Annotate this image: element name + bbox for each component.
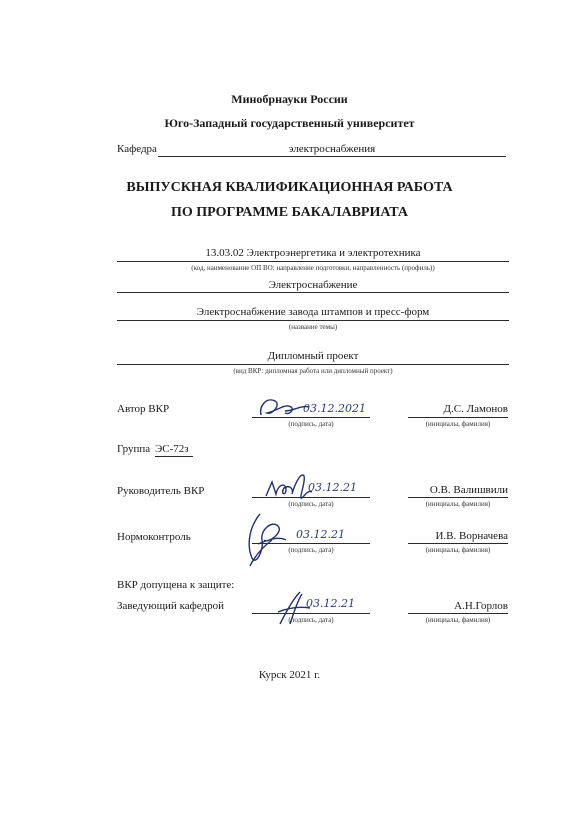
- supervisor-label: Руководитель ВКР: [117, 485, 205, 497]
- head-name-caption: (инициалы, фамилия): [425, 616, 491, 624]
- topic-underline: [117, 320, 509, 321]
- admission-text: ВКР допущена к защите:: [117, 579, 235, 591]
- topic-value: Электроснабжение завода штампов и пресс-форм: [196, 306, 430, 318]
- program-caption: (код, наименование ОП ВО: направление подготовки, направленность (профиль)): [191, 264, 435, 272]
- document-title-line2: ПО ПРОГРАММЕ БАКАЛАВРИАТА: [171, 205, 408, 220]
- supervisor-name: О.В. Валишвили: [429, 484, 508, 496]
- head-name-line: [408, 613, 508, 614]
- department-value: электроснабжения: [288, 143, 376, 155]
- normcontrol-name: И.В. Ворначева: [435, 530, 508, 542]
- supervisor-sign-caption: (подпись, дата): [288, 500, 334, 508]
- author-name-caption: (инициалы, фамилия): [425, 420, 491, 428]
- author-name-line: [408, 417, 508, 418]
- normcontrol-sign-date: 03.12.21: [296, 528, 345, 541]
- group-label: Группа: [117, 443, 151, 455]
- normcontrol-name-caption: (инициалы, фамилия): [425, 546, 491, 554]
- group-underline: [155, 456, 193, 457]
- program-underline: [117, 261, 509, 262]
- author-sign-date: 03.12.2021: [303, 402, 366, 415]
- program-value: 13.03.02 Электроэнергетика и электротехника: [205, 247, 421, 259]
- head-label: Заведующий кафедрой: [117, 600, 224, 612]
- city-year: Курск 2021 г.: [258, 669, 321, 681]
- document-title-line1: ВЫПУСКНАЯ КВАЛИФИКАЦИОННАЯ РАБОТА: [126, 180, 453, 195]
- normcontrol-sign-caption: (подпись, дата): [288, 546, 334, 554]
- head-sign-caption: (подпись, дата): [288, 616, 334, 624]
- supervisor-name-line: [408, 497, 508, 498]
- author-sign-caption: (подпись, дата): [288, 420, 334, 428]
- normcontrol-label: Нормоконтроль: [117, 531, 191, 543]
- head-name: А.Н.Горлов: [454, 600, 508, 612]
- author-name: Д.С. Ламонов: [443, 403, 508, 415]
- profile-underline: [117, 292, 509, 293]
- profile-value: Электроснабжение: [268, 279, 358, 291]
- department-underline: [158, 156, 506, 157]
- department-label: Кафедра: [117, 143, 157, 155]
- supervisor-name-caption: (инициалы, фамилия): [425, 500, 491, 508]
- author-label: Автор ВКР: [117, 403, 170, 415]
- group-value: ЭС-72з: [155, 443, 189, 455]
- ministry-title: Минобрнауки России: [231, 92, 348, 106]
- supervisor-sign-date: 03.12.21: [308, 481, 357, 494]
- work-type-value: Дипломный проект: [267, 350, 359, 362]
- head-sign-date: 03.12.21: [306, 597, 355, 610]
- topic-caption: (название темы): [288, 323, 338, 331]
- work-type-underline: [117, 364, 509, 365]
- normcontrol-name-line: [408, 543, 508, 544]
- work-type-caption: (вид ВКР: дипломная работа или дипломный проект): [233, 367, 393, 375]
- university-title: Юго-Западный государственный университет: [164, 116, 415, 130]
